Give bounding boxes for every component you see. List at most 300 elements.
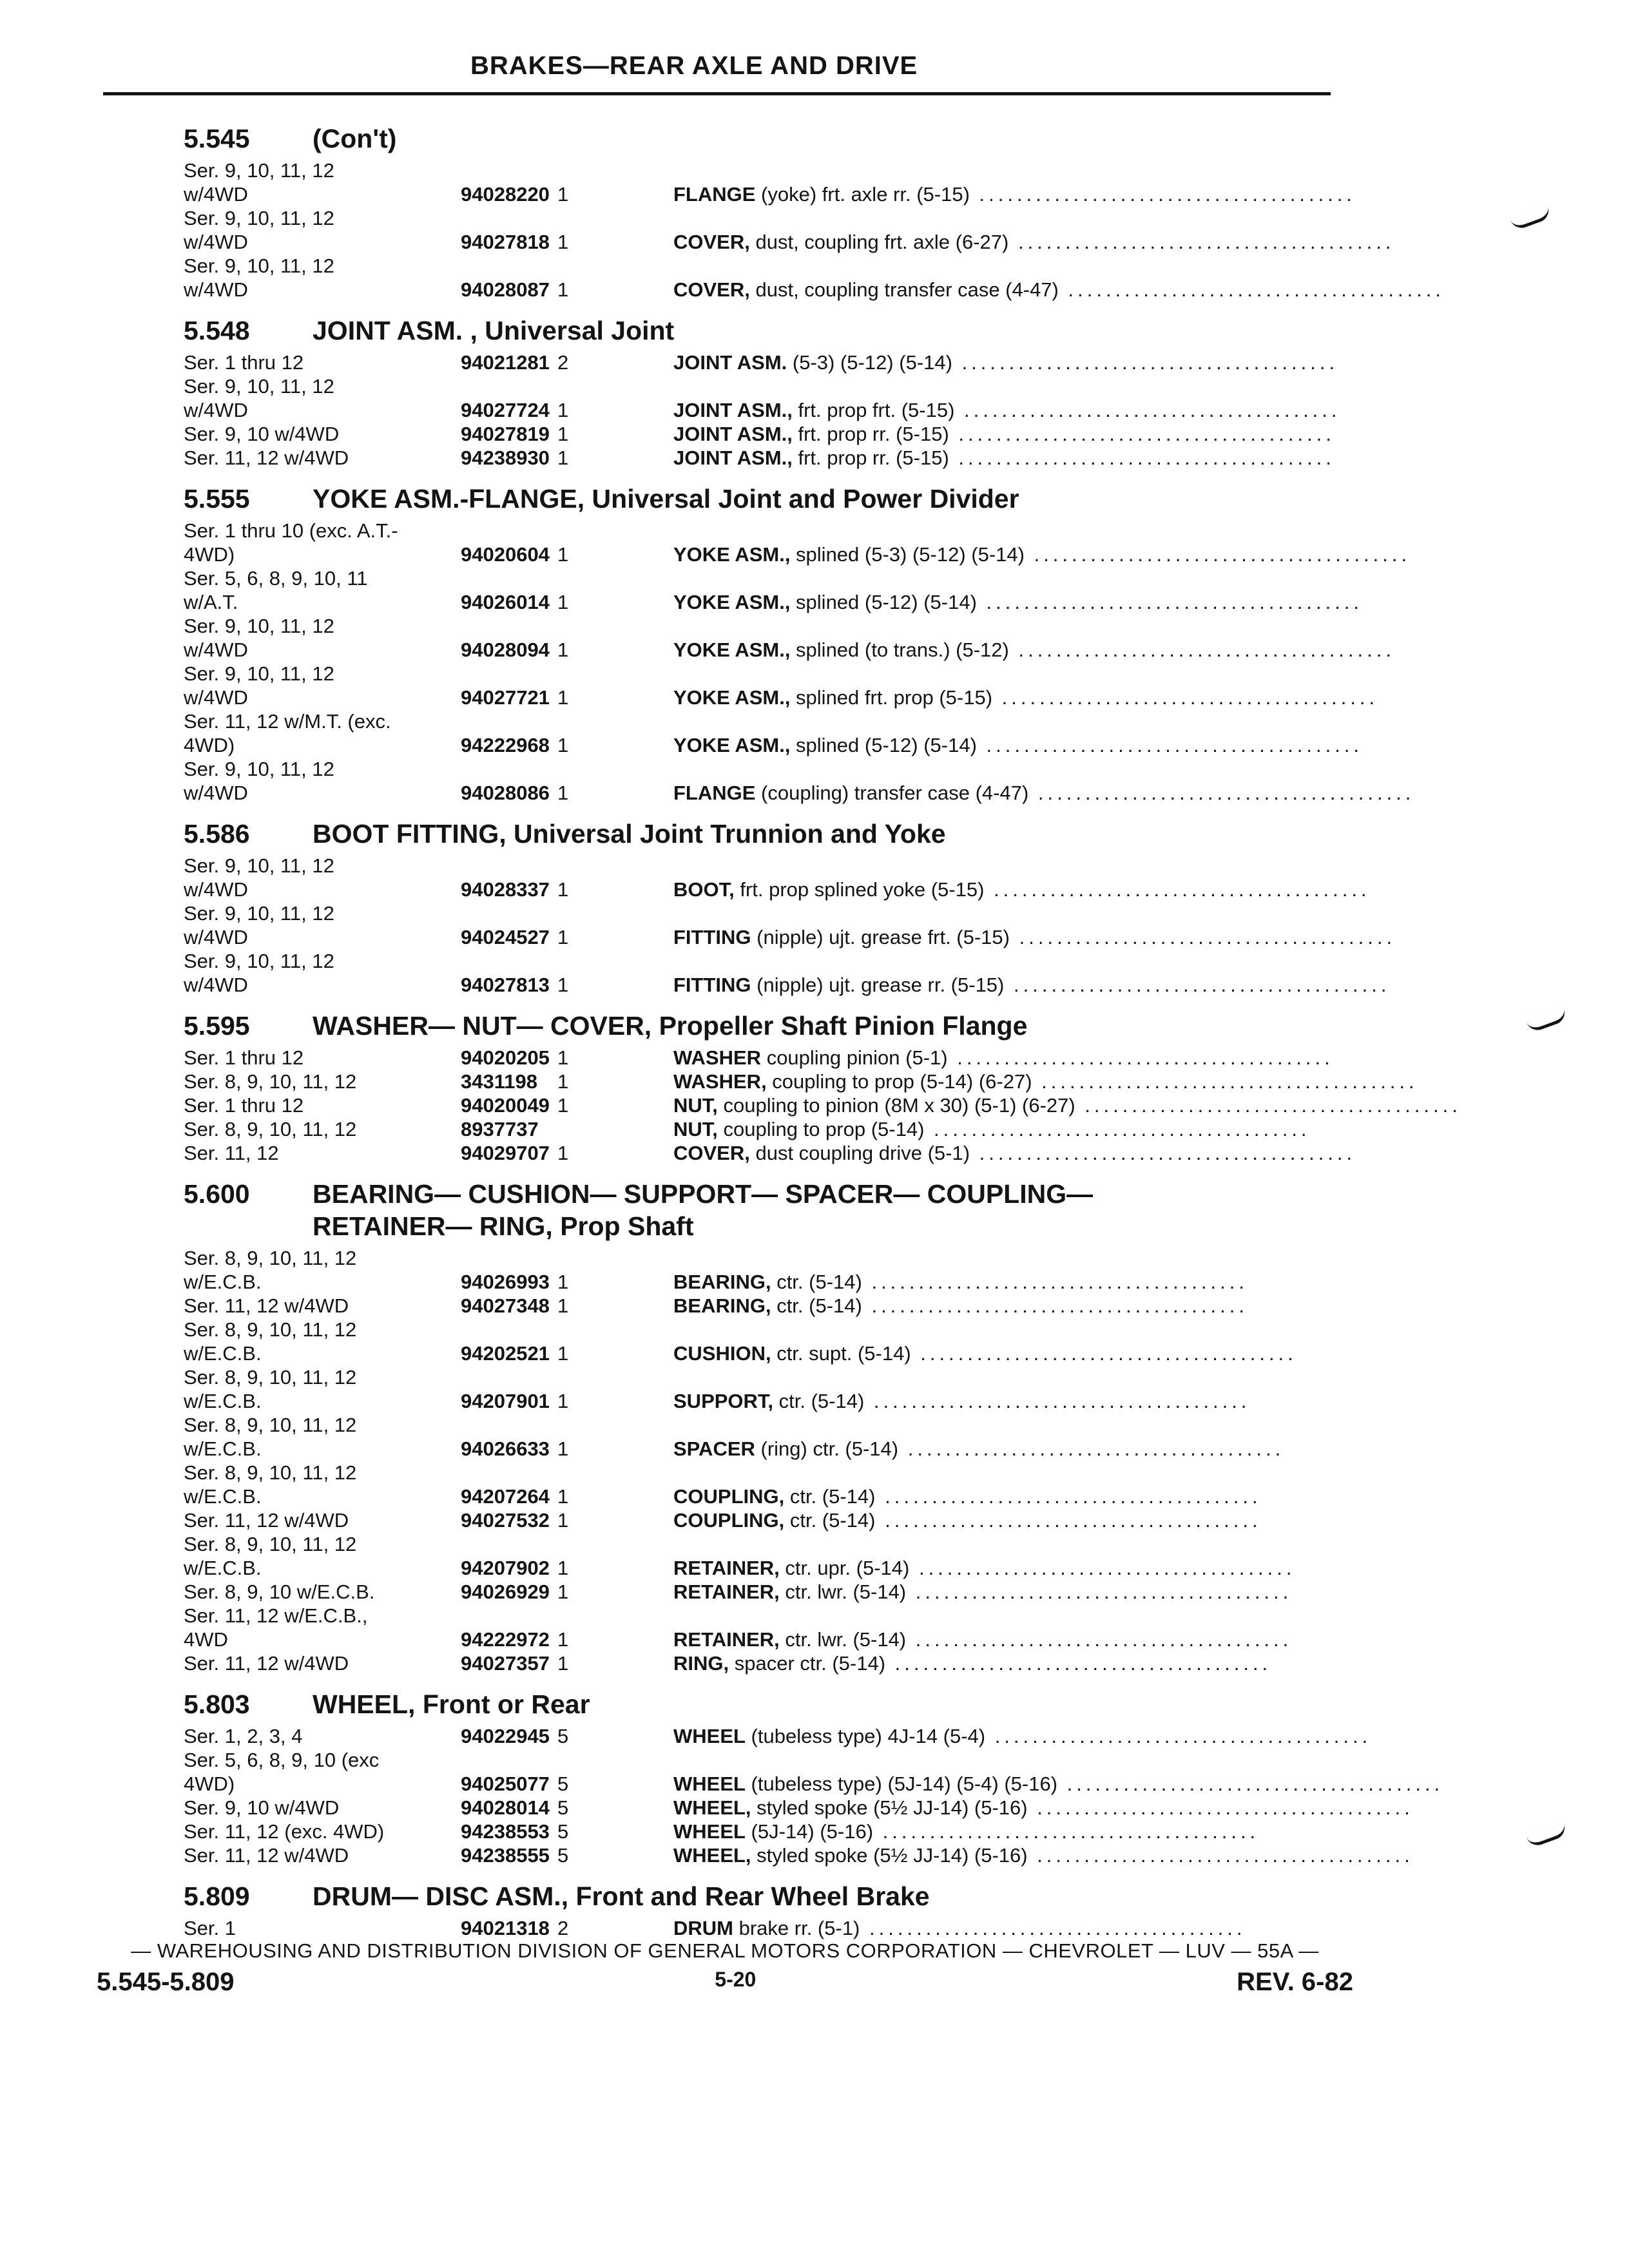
part-description (583, 1556, 1296, 1580)
leader-dots: ........................................ (992, 686, 1379, 709)
part-description (583, 1916, 1246, 1940)
group-title-line: WASHER— NUT— COVER, Propeller Shaft Pinion Flange (313, 1011, 1028, 1041)
footer-revision: REV. 6-82 (1237, 1968, 1353, 1996)
group-title (313, 1688, 1350, 1720)
group-number: 5.600 (184, 1179, 250, 1209)
part-entry (184, 1796, 1414, 1820)
leader-dots: ........................................ (909, 1557, 1296, 1579)
part-description (583, 1628, 1293, 1651)
footer-row (97, 1968, 1353, 1997)
part-name: JOINT ASM., (673, 399, 793, 421)
part-name: BOOT, (673, 878, 735, 901)
part-detail: (nipple) ujt. grease rr. (5-15) (751, 974, 1005, 996)
group-heading (184, 483, 1350, 515)
leader-dots: ........................................ (911, 1342, 1297, 1365)
part-detail: ctr. (5-14) (784, 1485, 876, 1508)
part-description (583, 733, 1364, 757)
part-description (583, 1485, 1262, 1508)
group-heading (184, 1688, 1350, 1720)
part-number: 8937737 (461, 1118, 539, 1140)
series-applicability: Ser. 8, 9, 10, 11, 12 w/E.C.B. (184, 1533, 357, 1579)
part-description (583, 1508, 1262, 1532)
part-entry (184, 1724, 1372, 1748)
part-detail: dust, coupling transfer case (4-47) (749, 278, 1059, 301)
leader-dots: ........................................ (906, 1581, 1293, 1603)
part-detail: ctr. (5-14) (773, 1390, 865, 1412)
leader-dots: ........................................ (1057, 1773, 1444, 1795)
part-number: 94027813 (461, 974, 550, 996)
catalog-group (184, 1688, 1444, 1867)
series-applicability: Ser. 9, 10, 11, 12 w/4WD (184, 615, 334, 661)
series-applicability: Ser. 5, 6, 8, 9, 10, 11 w/A.T. (184, 567, 368, 613)
part-name: YOKE ASM., (673, 734, 791, 756)
group-heading (184, 1178, 1350, 1242)
leader-dots: ........................................ (969, 183, 1356, 206)
part-entry (184, 1604, 1350, 1651)
part-number: 94026929 (461, 1581, 550, 1603)
header-rule (103, 92, 1331, 95)
catalog-group (184, 1178, 1350, 1675)
part-description (583, 1294, 1248, 1318)
part-name: WASHER, (673, 1070, 767, 1093)
part-description (583, 686, 1379, 709)
leader-dots: ........................................ (954, 399, 1341, 421)
part-name: FITTING (673, 974, 751, 996)
part-entry (184, 446, 1350, 470)
part-description (583, 1141, 1356, 1165)
series-applicability: Ser. 1 thru 10 (exc. A.T.- 4WD) (184, 519, 398, 566)
leader-dots: ........................................ (906, 1628, 1293, 1651)
part-entry (184, 757, 1415, 805)
series-applicability: Ser. 11, 12 w/4WD (184, 1652, 349, 1675)
part-detail: styled spoke (5½ JJ-14) (5-16) (751, 1796, 1028, 1819)
leader-dots: ........................................ (949, 423, 1335, 445)
quantity: 1 (557, 591, 569, 613)
part-name: WHEEL (673, 1725, 746, 1747)
series-applicability: Ser. 9, 10, 11, 12 w/4WD (184, 207, 334, 253)
part-name: WASHER (673, 1046, 762, 1069)
leader-dots: ........................................ (875, 1485, 1262, 1508)
leader-dots: ........................................ (1075, 1094, 1461, 1117)
part-number: 94020049 (461, 1094, 550, 1117)
part-entry (184, 1046, 1350, 1070)
quantity: 1 (557, 447, 569, 469)
series-applicability: Ser. 9, 10, 11, 12 w/4WD (184, 758, 334, 804)
part-name: JOINT ASM. (673, 351, 787, 374)
part-name: WHEEL, (673, 1796, 751, 1819)
quantity: 1 (557, 1581, 569, 1603)
part-number: 94021318 (461, 1917, 550, 1939)
part-entry (184, 1246, 1350, 1294)
part-detail: dust, coupling frt. axle (6-27) (749, 231, 1009, 253)
part-name: RETAINER, (673, 1581, 780, 1603)
quantity: 5 (557, 1844, 569, 1867)
part-name: SUPPORT, (673, 1390, 774, 1412)
group-title-line: JOINT ASM. , Universal Joint (313, 316, 675, 345)
part-detail: splined (5-3) (5-12) (5-14) (790, 543, 1025, 566)
leader-dots: ........................................ (862, 1271, 1248, 1293)
part-description (583, 351, 1339, 374)
part-name: CUSHION, (673, 1342, 771, 1365)
quantity: 1 (557, 734, 569, 756)
part-description (583, 230, 1395, 254)
part-name: NUT, (673, 1118, 718, 1140)
series-applicability: Ser. 8, 9, 10 w/E.C.B. (184, 1581, 375, 1603)
part-number: 94027348 (461, 1294, 550, 1317)
part-description (583, 1772, 1444, 1796)
part-name: RING, (673, 1652, 729, 1675)
part-description (583, 925, 1396, 949)
part-description (583, 422, 1335, 446)
group-title (313, 483, 1350, 515)
part-description (583, 543, 1411, 566)
part-name: COUPLING, (673, 1485, 785, 1508)
part-number: 3431198 (461, 1070, 537, 1093)
quantity: 1 (557, 543, 569, 566)
group-title-line: YOKE ASM.-FLANGE, Universal Joint and Power Divider (313, 484, 1019, 514)
part-name: WHEEL (673, 1820, 746, 1843)
series-applicability: Ser. 9, 10, 11, 12 w/4WD (184, 159, 334, 206)
part-entry (184, 1461, 1350, 1508)
part-detail: (tubeless type) (5J-14) (5-4) (5-16) (745, 1773, 1058, 1795)
part-number: 94028337 (461, 878, 550, 901)
leader-dots: ........................................ (1024, 543, 1411, 566)
part-detail: (coupling) transfer case (4-47) (755, 782, 1029, 804)
part-number: 94028086 (461, 782, 550, 804)
page-footer (97, 1939, 1353, 1997)
part-detail: ctr. (5-14) (771, 1294, 862, 1317)
part-description (583, 1437, 1285, 1461)
part-detail: dust coupling drive (5-1) (749, 1142, 970, 1164)
leader-dots: ........................................ (976, 734, 1364, 756)
series-applicability: Ser. 9, 10, 11, 12 w/4WD (184, 662, 334, 709)
part-number: 94027357 (461, 1652, 550, 1675)
leader-dots: ........................................ (1010, 926, 1396, 948)
catalog-group (184, 1880, 1350, 1940)
series-applicability: Ser. 9, 10 w/4WD (184, 423, 340, 445)
part-entry (184, 1748, 1444, 1796)
series-applicability: Ser. 11, 12 (184, 1142, 279, 1164)
part-detail: splined (5-12) (5-14) (790, 591, 977, 613)
series-applicability: Ser. 11, 12 w/4WD (184, 447, 349, 469)
group-number: 5.809 (184, 1881, 250, 1911)
part-name: RETAINER, (673, 1628, 780, 1651)
series-applicability: Ser. 11, 12 w/4WD (184, 1844, 349, 1867)
part-number: 94028014 (461, 1796, 550, 1819)
part-number: 94029707 (461, 1142, 550, 1164)
part-description (583, 973, 1391, 997)
group-number: 5.595 (184, 1011, 250, 1041)
quantity: 5 (557, 1796, 569, 1819)
part-entry (184, 662, 1379, 709)
part-entry (184, 1580, 1350, 1604)
series-applicability: Ser. 1 thru 12 (184, 1046, 304, 1069)
part-detail: spacer ctr. (5-14) (729, 1652, 886, 1675)
part-number: 94027818 (461, 231, 550, 253)
part-number: 94222972 (461, 1628, 550, 1651)
leader-dots: ........................................ (873, 1820, 1260, 1843)
leader-dots: ........................................ (1032, 1070, 1418, 1093)
part-number: 94207264 (461, 1485, 550, 1508)
part-description (583, 1117, 1311, 1141)
part-description (583, 1389, 1251, 1413)
part-detail: ctr. supt. (5-14) (771, 1342, 911, 1365)
quantity: 1 (557, 1485, 569, 1508)
group-title (313, 1880, 1350, 1912)
quantity: 1 (557, 926, 569, 948)
part-detail: (5J-14) (5-16) (745, 1820, 874, 1843)
quantity: 1 (557, 399, 569, 421)
part-number: 94027724 (461, 399, 550, 421)
part-name: YOKE ASM., (673, 591, 791, 613)
series-applicability: Ser. 8, 9, 10, 11, 12 w/E.C.B. (184, 1366, 357, 1412)
quantity: 1 (557, 782, 569, 804)
part-name: YOKE ASM., (673, 639, 791, 661)
part-number: 94028087 (461, 278, 550, 301)
part-name: WHEEL (673, 1773, 746, 1795)
part-entry (184, 949, 1391, 997)
part-description (583, 446, 1335, 470)
quantity: 1 (557, 1390, 569, 1412)
part-entry (184, 1070, 1418, 1093)
part-number: 94207902 (461, 1557, 550, 1579)
group-heading (184, 1880, 1350, 1912)
group-title (313, 818, 1350, 850)
group-number: 5.548 (184, 316, 250, 345)
part-entry (184, 566, 1364, 614)
part-number: 94207901 (461, 1390, 550, 1412)
leader-dots: ........................................ (875, 1509, 1262, 1532)
leader-dots: ........................................ (885, 1652, 1272, 1675)
leader-dots: ........................................ (1028, 782, 1415, 804)
part-number: 94027819 (461, 423, 550, 445)
part-description (583, 1093, 1461, 1117)
part-detail: (5-3) (5-12) (5-14) (787, 351, 952, 374)
part-entry (184, 1843, 1414, 1867)
margin-tick-mark (1510, 206, 1552, 231)
part-description (583, 1796, 1414, 1820)
group-title (313, 122, 1350, 155)
group-title-line: BEARING— CUSHION— SUPPORT— SPACER— COUPLING— (313, 1179, 1094, 1209)
quantity: 5 (557, 1725, 569, 1747)
series-applicability: Ser. 8, 9, 10, 11, 12 w/E.C.B. (184, 1461, 357, 1508)
series-applicability: Ser. 1 (184, 1917, 236, 1939)
part-detail: ctr. lwr. (5-14) (779, 1581, 907, 1603)
part-description (583, 1070, 1418, 1093)
part-entry (184, 1117, 1350, 1141)
part-detail: splined (5-12) (5-14) (790, 734, 977, 756)
part-detail: styled spoke (5½ JJ-14) (5-16) (751, 1844, 1028, 1867)
quantity: 1 (557, 1271, 569, 1293)
part-name: YOKE ASM., (673, 686, 791, 709)
footer-page-number: 5-20 (715, 1968, 757, 1991)
part-name: COVER, (673, 278, 750, 301)
group-title-line: WHEEL, Front or Rear (313, 1689, 590, 1719)
leader-dots: ........................................ (860, 1917, 1246, 1939)
part-number: 94026014 (461, 591, 550, 613)
group-title (313, 1010, 1350, 1042)
leader-dots: ........................................ (984, 878, 1371, 901)
series-applicability: Ser. 8, 9, 10, 11, 12 (184, 1118, 357, 1140)
quantity: 1 (557, 423, 569, 445)
part-entry (184, 351, 1350, 374)
series-applicability: Ser. 1 thru 12 (184, 1094, 304, 1117)
part-number: 94026633 (461, 1437, 550, 1460)
quantity: 2 (557, 351, 569, 374)
part-detail: (yoke) frt. axle rr. (5-15) (755, 183, 970, 206)
part-description (583, 1820, 1260, 1843)
part-detail: coupling to pinion (8M x 30) (5-1) (6-27) (717, 1094, 1075, 1117)
parts-catalog (184, 122, 1461, 1940)
quantity: 1 (557, 278, 569, 301)
part-detail: (ring) ctr. (5-14) (755, 1437, 899, 1460)
part-description (583, 638, 1395, 662)
part-entry (184, 1294, 1350, 1318)
quantity: 1 (557, 1628, 569, 1651)
footer-section-range: 5.545-5.809 (97, 1968, 235, 1996)
group-heading (184, 1010, 1350, 1042)
part-description (583, 1651, 1272, 1675)
quantity: 1 (557, 1046, 569, 1069)
part-entry (184, 614, 1395, 662)
margin-tick-mark (1527, 1823, 1568, 1849)
part-entry (184, 422, 1350, 446)
catalog-group (184, 1010, 1461, 1165)
part-entry (184, 709, 1364, 757)
part-detail: coupling to prop (5-14) (717, 1118, 925, 1140)
series-applicability: Ser. 11, 12 w/4WD (184, 1294, 349, 1317)
part-detail: frt. prop splined yoke (5-15) (734, 878, 985, 901)
part-entry (184, 1651, 1350, 1675)
part-name: YOKE ASM., (673, 543, 791, 566)
part-number: 94202521 (461, 1342, 550, 1365)
group-heading (184, 314, 1350, 347)
part-name: WHEEL, (673, 1844, 751, 1867)
part-name: JOINT ASM., (673, 423, 793, 445)
part-number: 94028220 (461, 183, 550, 206)
part-entry (184, 901, 1396, 949)
series-applicability: Ser. 5, 6, 8, 9, 10 (exc 4WD) (184, 1749, 380, 1795)
part-number: 94024527 (461, 926, 550, 948)
series-applicability: Ser. 8, 9, 10, 11, 12 w/E.C.B. (184, 1414, 357, 1460)
quantity: 1 (557, 1557, 569, 1579)
part-detail: ctr. (5-14) (784, 1509, 876, 1532)
part-name: COUPLING, (673, 1509, 785, 1532)
part-name: BEARING, (673, 1271, 771, 1293)
part-number: 94238553 (461, 1820, 550, 1843)
part-name: FLANGE (673, 782, 756, 804)
catalog-group (184, 818, 1396, 997)
part-description (583, 590, 1364, 614)
part-detail: coupling to prop (5-14) (6-27) (766, 1070, 1032, 1093)
quantity: 1 (557, 1342, 569, 1365)
series-applicability: Ser. 9, 10, 11, 12 w/4WD (184, 950, 334, 996)
part-number: 94238555 (461, 1844, 550, 1867)
series-applicability: Ser. 9, 10, 11, 12 w/4WD (184, 854, 334, 901)
part-number: 94022945 (461, 1725, 550, 1747)
part-detail: ctr. upr. (5-14) (779, 1557, 910, 1579)
series-applicability: Ser. 11, 12 (exc. 4WD) (184, 1820, 385, 1843)
part-entry (184, 254, 1445, 302)
part-name: BEARING, (673, 1294, 771, 1317)
leader-dots: ........................................ (1008, 639, 1395, 661)
part-number: 94222968 (461, 734, 550, 756)
part-name: FITTING (673, 926, 751, 948)
part-detail: (nipple) ujt. grease frt. (5-15) (751, 926, 1010, 948)
part-entry (184, 1413, 1350, 1461)
catalog-group (184, 122, 1445, 302)
part-detail: coupling pinion (5-1) (761, 1046, 948, 1069)
quantity: 1 (557, 974, 569, 996)
part-entry (184, 374, 1350, 422)
part-entry (184, 1820, 1350, 1843)
part-detail: (tubeless type) 4J-14 (5-4) (745, 1725, 986, 1747)
part-name: DRUM (673, 1917, 733, 1939)
part-name: RETAINER, (673, 1557, 780, 1579)
catalog-group (184, 483, 1415, 805)
part-description (583, 1724, 1372, 1748)
group-title-line: DRUM— DISC ASM., Front and Rear Wheel Brake (313, 1881, 930, 1911)
part-description (583, 878, 1371, 901)
footer-publisher-line: — WAREHOUSING AND DISTRIBUTION DIVISION OF GENERAL MOTORS CORPORATION — CHEVROLET — LUV — 55A — (131, 1939, 1319, 1962)
leader-dots: ........................................ (1027, 1796, 1414, 1819)
part-description (583, 278, 1445, 302)
quantity: 5 (557, 1773, 569, 1795)
part-detail: splined frt. prop (5-15) (790, 686, 993, 709)
group-number: 5.545 (184, 124, 250, 153)
series-applicability: Ser. 9, 10 w/4WD (184, 1796, 340, 1819)
series-applicability: Ser. 9, 10, 11, 12 w/4WD (184, 902, 334, 948)
quantity: 1 (557, 1437, 569, 1460)
part-number: 94020604 (461, 543, 550, 566)
part-description (583, 1046, 1334, 1070)
group-title-line: BOOT FITTING, Universal Joint Trunnion and Yoke (313, 819, 946, 849)
part-detail: brake rr. (5-1) (733, 1917, 860, 1939)
leader-dots: ........................................ (1008, 231, 1395, 253)
part-number: 94027721 (461, 686, 550, 709)
leader-dots: ........................................ (898, 1437, 1285, 1460)
part-entry (184, 206, 1395, 254)
part-description (583, 182, 1356, 206)
part-description (583, 398, 1341, 422)
margin-tick-mark (1527, 1008, 1568, 1033)
leader-dots: ........................................ (947, 1046, 1334, 1069)
series-applicability: Ser. 11, 12 w/E.C.B., 4WD (184, 1604, 368, 1651)
group-title (313, 314, 1350, 347)
part-number: 94025077 (461, 1773, 550, 1795)
leader-dots: ........................................ (976, 591, 1364, 613)
part-number: 94020205 (461, 1046, 550, 1069)
quantity: 1 (557, 1509, 569, 1532)
quantity: 1 (557, 231, 569, 253)
part-entry (184, 1141, 1356, 1165)
part-entry (184, 159, 1356, 206)
part-description (583, 1580, 1293, 1604)
part-name: FLANGE (673, 183, 756, 206)
group-number: 5.555 (184, 484, 250, 514)
leader-dots: ........................................ (949, 447, 1335, 469)
series-applicability: Ser. 8, 9, 10, 11, 12 (184, 1070, 357, 1093)
part-description (583, 781, 1415, 805)
series-applicability: Ser. 9, 10, 11, 12 w/4WD (184, 255, 334, 301)
quantity: 1 (557, 878, 569, 901)
leader-dots: ........................................ (985, 1725, 1372, 1747)
quantity: 5 (557, 1820, 569, 1843)
quantity: 1 (557, 686, 569, 709)
group-title (313, 1178, 1350, 1242)
series-applicability: Ser. 1, 2, 3, 4 (184, 1725, 303, 1747)
part-name: JOINT ASM., (673, 447, 793, 469)
